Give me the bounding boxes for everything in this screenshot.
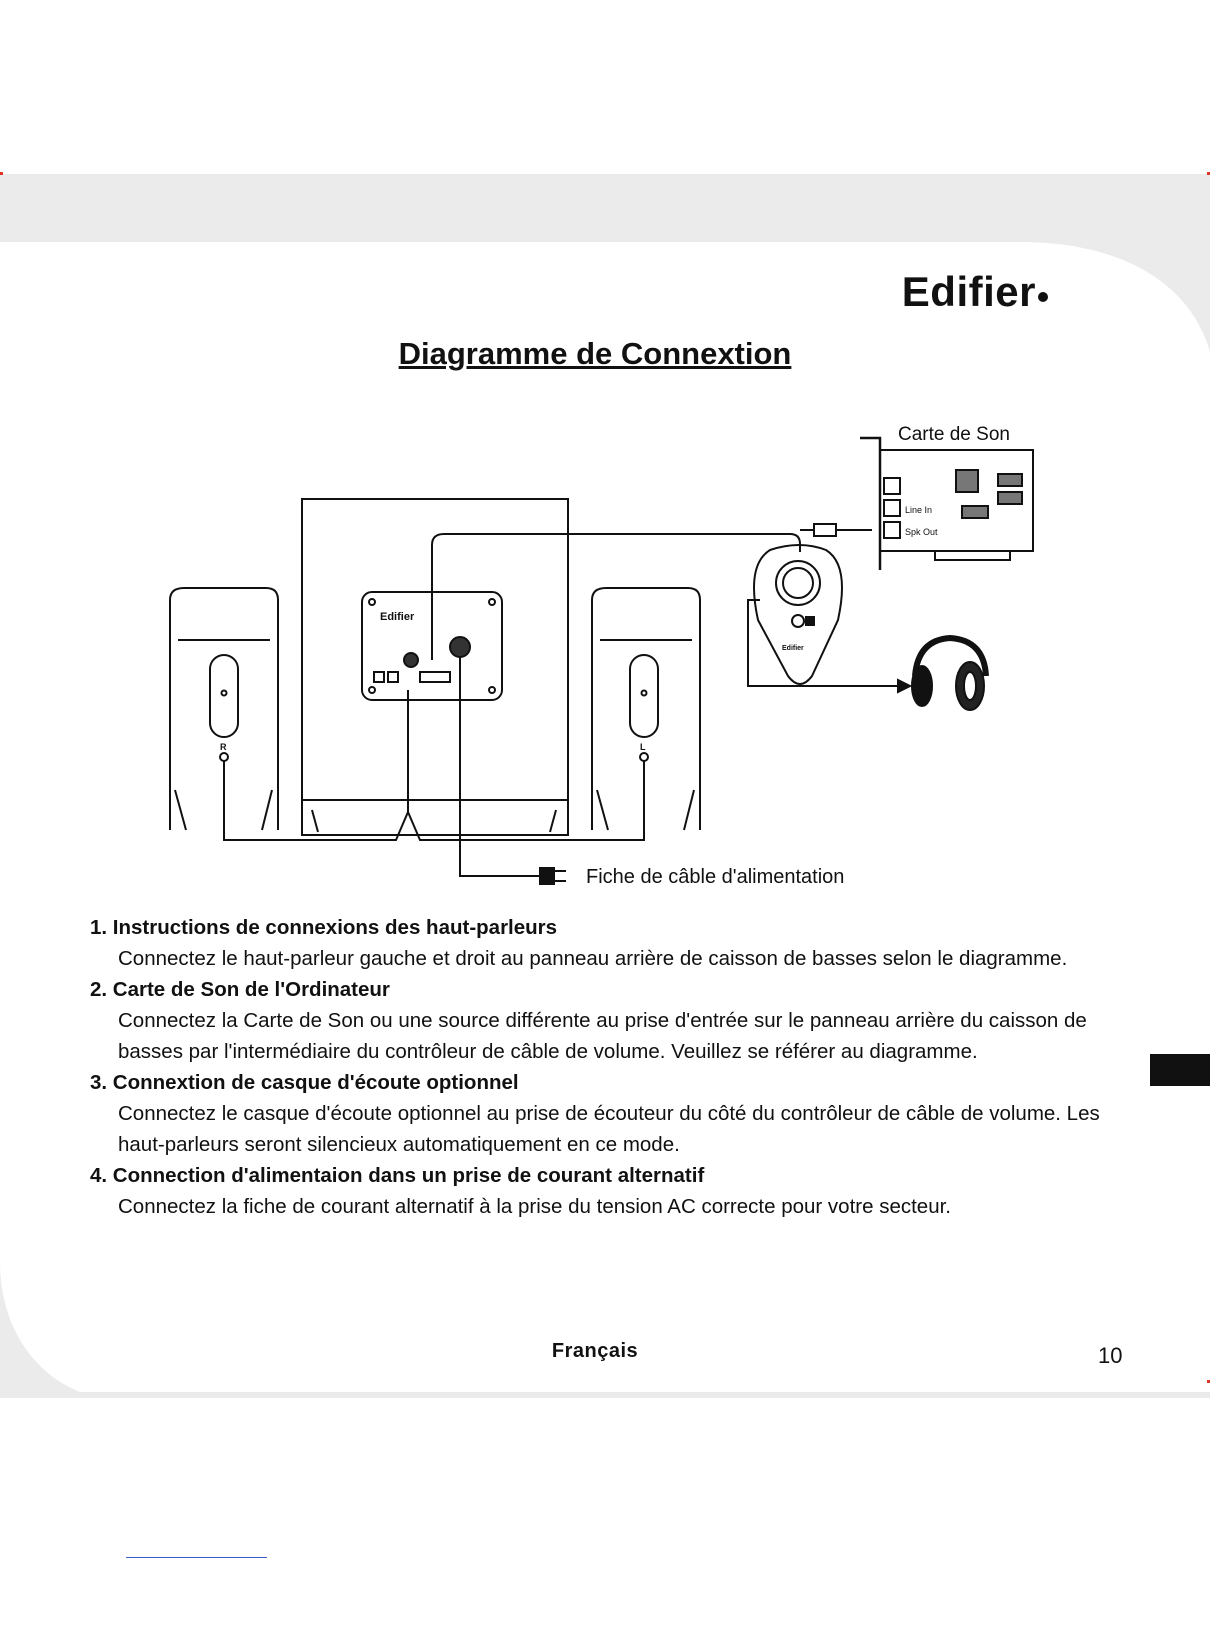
footer-language: Français [551, 1340, 639, 1362]
instruction-text: Connectez la Carte de Son ou une source différente au prise d'entrée sur le panneau arrière du caisson de basses par l'intermédiaire du contrôleur de câble de volume. Veuillez se référer au diagramme. [118, 1009, 1087, 1063]
instruction-item [90, 1067, 1110, 1160]
crop-mark [1207, 172, 1210, 175]
bottom-rule [126, 1557, 267, 1558]
crop-mark [0, 172, 3, 175]
sound-card-label: Carte de Son [898, 424, 1010, 445]
crop-mark [1207, 1380, 1210, 1383]
instructions-list [90, 912, 1110, 1222]
page-title: Diagramme de Connextion [398, 336, 792, 371]
instruction-title: 4. Connection d'alimentaion dans un prise de courant alternatif [90, 1164, 705, 1187]
instruction-title: 1. Instructions de connexions des haut-parleurs [90, 916, 558, 939]
left-channel-label: L [640, 742, 646, 752]
instruction-item [90, 912, 1110, 974]
spk-out-label: Spk Out [905, 527, 938, 537]
instruction-item [90, 974, 1110, 1067]
instruction-text: Connectez le casque d'écoute optionnel au prise de écouteur du côté du contrôleur de câble de volume. Les haut-parleurs seront silencieux automatiquement en ce mode. [118, 1102, 1100, 1156]
section-tab-marker [1150, 1054, 1210, 1086]
panel-brand: Edifier [380, 611, 415, 623]
instruction-item [90, 1160, 1110, 1222]
connection-diagram [0, 400, 1224, 900]
page-number: 10 [1098, 1343, 1123, 1368]
instruction-title: 2. Carte de Son de l'Ordinateur [90, 978, 390, 1001]
instruction-text: Connectez la fiche de courant alternatif à la prise du tension AC correcte pour votre secteur. [118, 1195, 951, 1218]
instruction-text: Connectez le haut-parleur gauche et droit au panneau arrière de caisson de basses selon le diagramme. [118, 947, 1068, 970]
right-channel-label: R [220, 742, 227, 752]
left-speaker [592, 588, 700, 830]
subwoofer [302, 499, 568, 835]
instruction-title: 3. Connextion de casque d'écoute optionnel [90, 1071, 519, 1094]
line-in-label: Line In [905, 505, 933, 515]
power-plug-label: Fiche de câble d'alimentation [586, 866, 845, 888]
brand-logo: Edifier [902, 268, 1048, 316]
controller-brand: Edifier [782, 645, 804, 652]
